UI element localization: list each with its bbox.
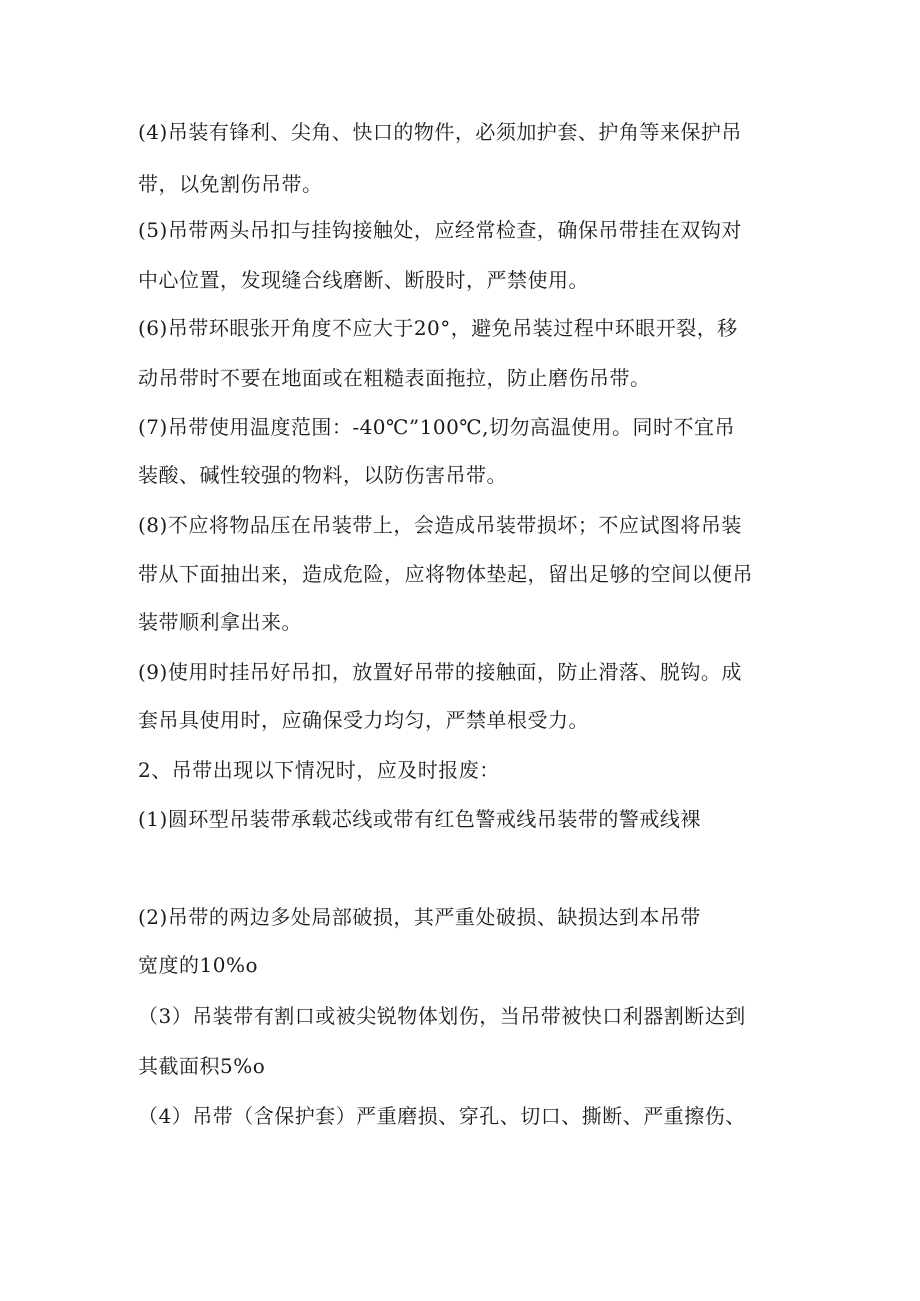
text-line: 装带顺利拿出来。: [138, 610, 302, 634]
text-line: 带，以免割伤吊带。: [138, 172, 323, 196]
text-line: (4)吊装有锋利、尖角、快口的物件，必须加护套、护角等来保护吊: [138, 120, 742, 144]
text-line: 装酸、碱性较强的物料，以防伤害吊带。: [138, 463, 507, 487]
text-line: (9)使用时挂吊好吊扣，放置好吊带的接触面，防止滑落、脱钩。成: [138, 660, 742, 684]
text-line: 其截面积5%o: [138, 1054, 266, 1078]
text-line: 中心位置，发现缝合线磨断、断股时，严禁使用。: [138, 268, 589, 292]
text-line: （4）吊带（含保护套）严重磨损、穿孔、切口、撕断、严重擦伤、: [138, 1104, 746, 1128]
text-line: (7)吊带使用温度范围：-40℃”100℃,切勿高温使用。同时不宜吊: [138, 415, 736, 439]
text-line: (6)吊带环眼张开角度不应大于20°，避免吊装过程中环眼开裂，移: [138, 316, 738, 340]
text-line: (8)不应将物品压在吊装带上，会造成吊装带损坏；不应试图将吊装: [138, 513, 742, 537]
text-line: (2)吊带的两边多处局部破损，其严重处破损、缺损达到本吊带: [138, 905, 701, 929]
text-line: 动吊带时不要在地面或在粗糙表面拖拉，防止磨伤吊带。: [138, 366, 651, 390]
text-line: (1)圆环型吊装带承载芯线或带有红色警戒线吊装带的警戒线裸: [138, 807, 701, 831]
text-line: 套吊具使用时，应确保受力均匀，严禁单根受力。: [138, 708, 589, 732]
text-line: 宽度的10%o: [138, 953, 258, 977]
text-line: 带从下面抽出来，造成危险，应将物体垫起，留出足够的空间以便吊: [138, 562, 753, 586]
text-line: (5)吊带两头吊扣与挂钩接触处，应经常检查，确保吊带挂在双钩对: [138, 218, 742, 242]
text-line: （3）吊装带有割口或被尖锐物体划伤，当吊带被快口利器割断达到: [138, 1004, 746, 1028]
section-heading: 2、吊带出现以下情况时，应及时报废：: [138, 758, 500, 782]
